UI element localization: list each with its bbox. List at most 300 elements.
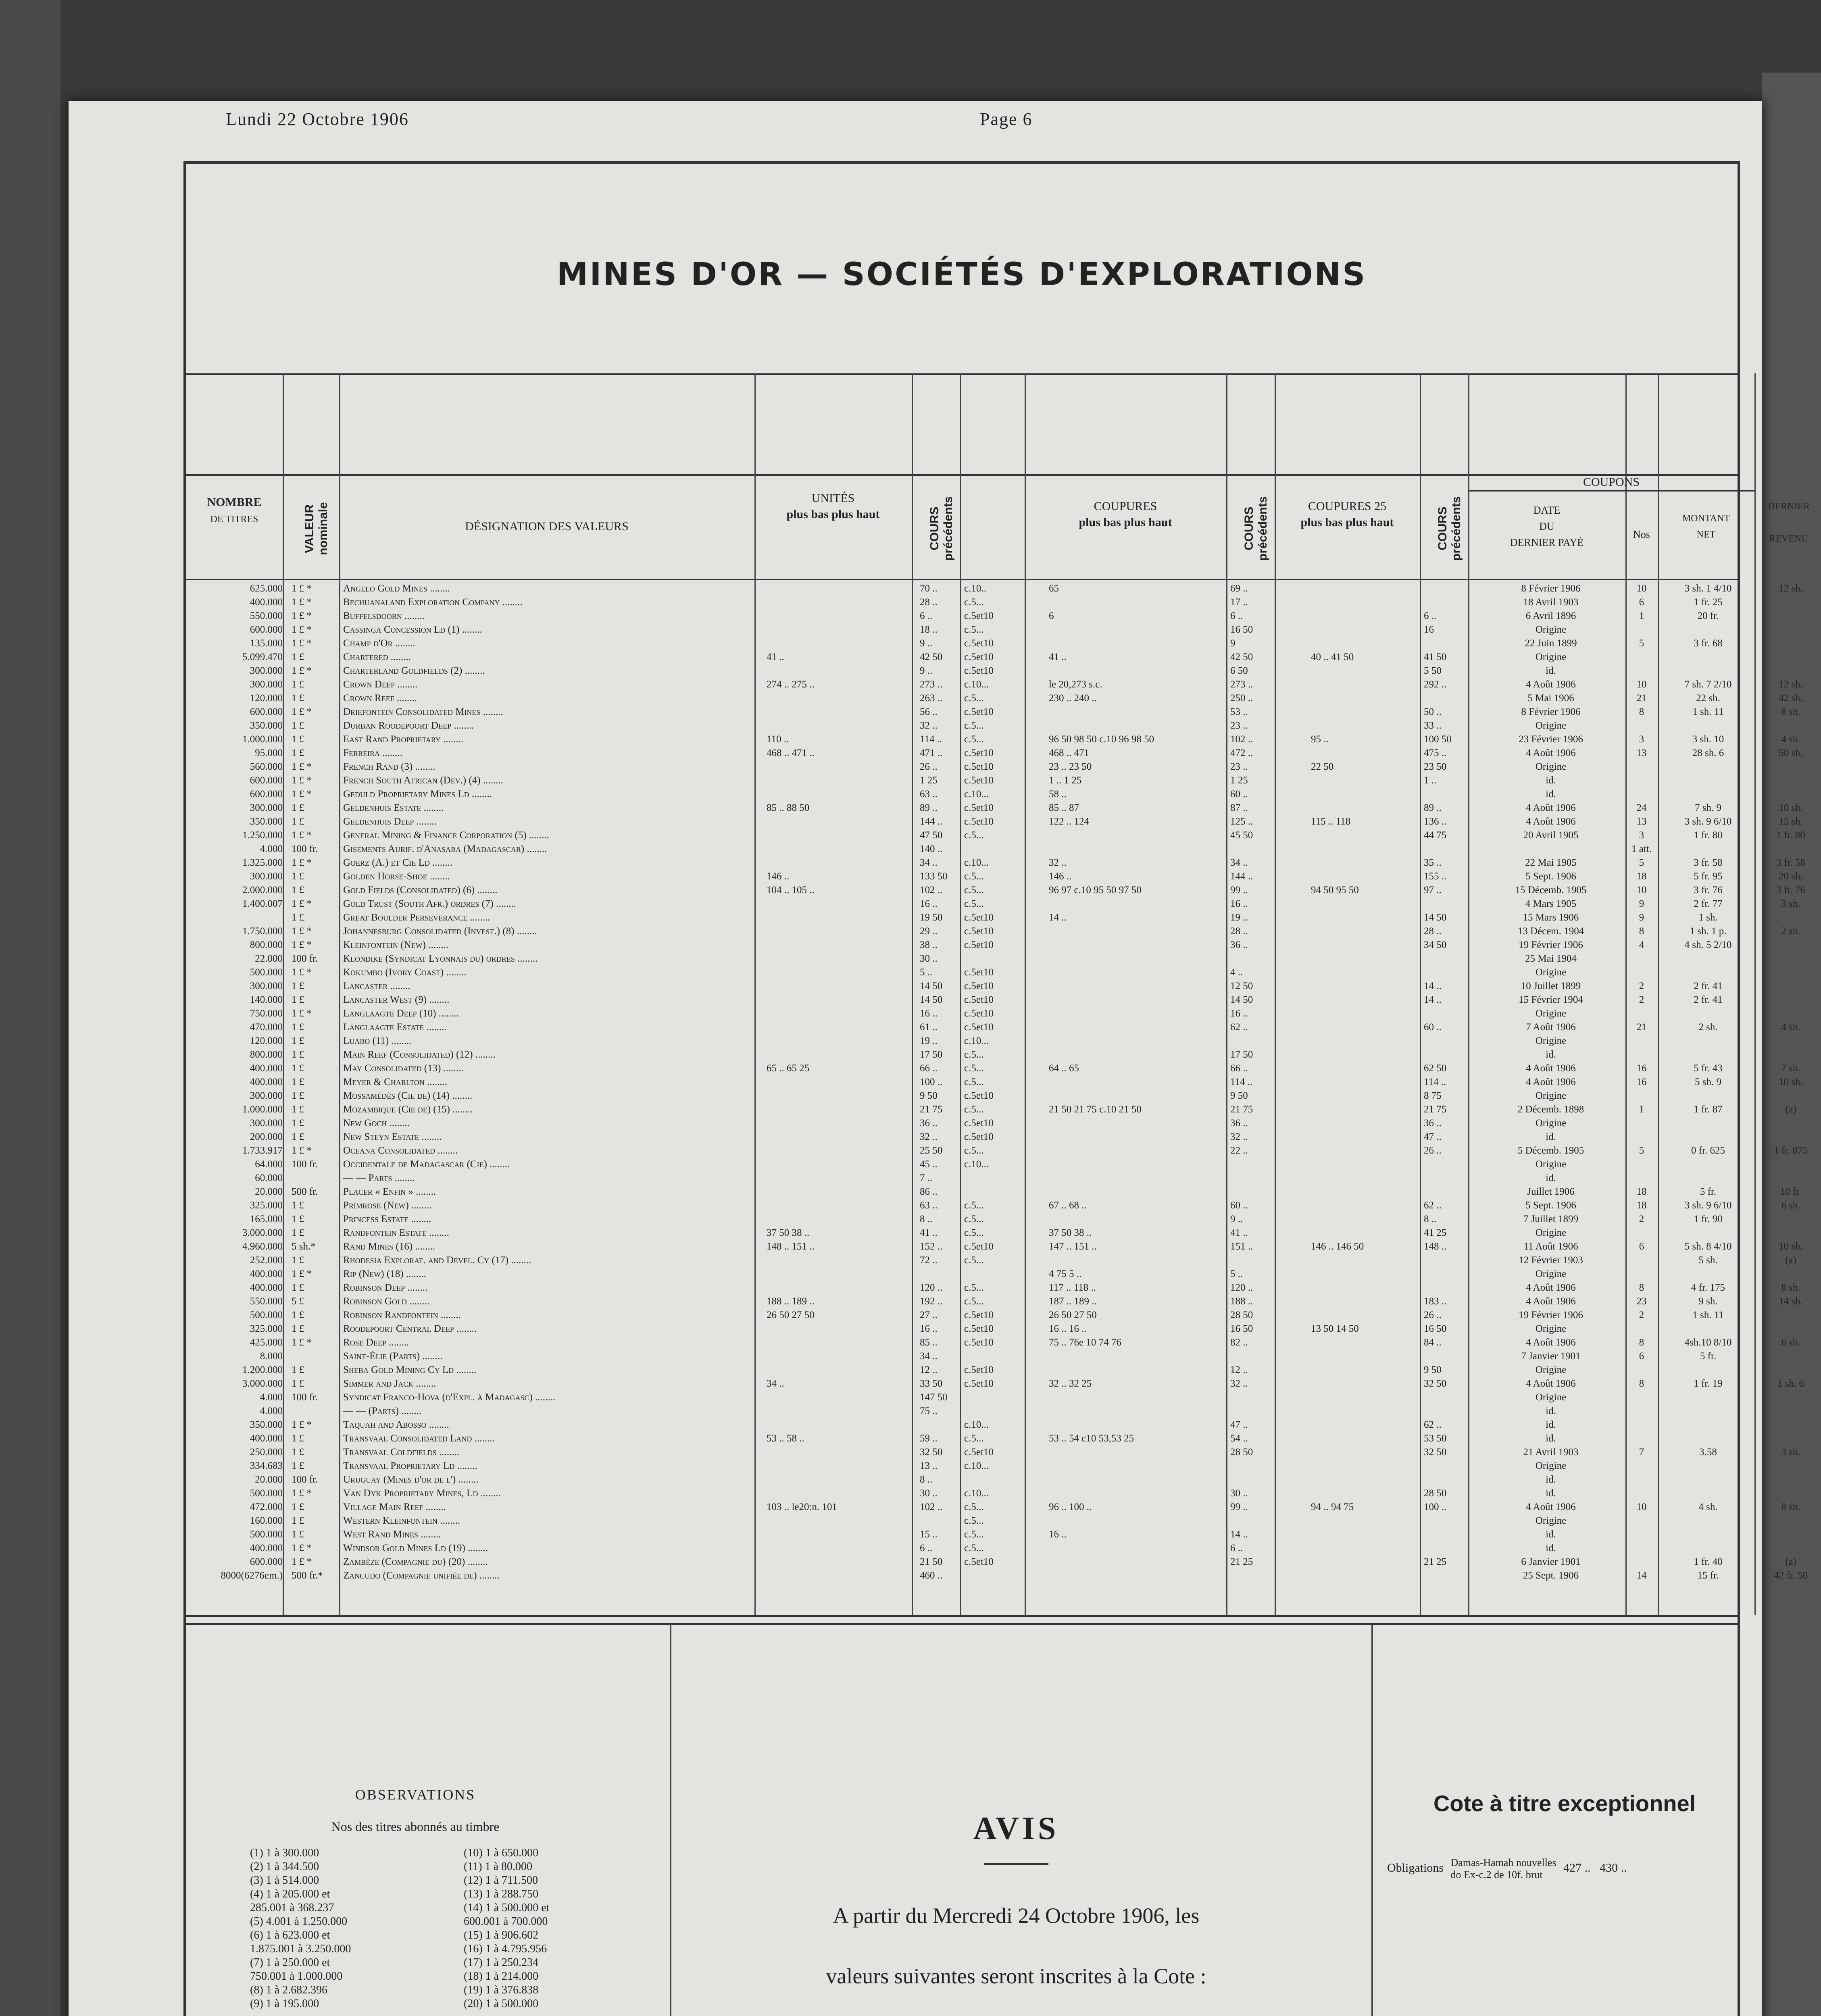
cell-cb: le 20,273 s.c.: [1049, 679, 1102, 690]
cell-no: 14: [1636, 1570, 1647, 1581]
cell-u: 146 ..: [767, 871, 790, 882]
table-row: [186, 1090, 1738, 1103]
cell-cp: 70 ..: [920, 583, 938, 594]
cell-c: c.5...: [964, 1227, 984, 1238]
cell-cp: 16 ..: [920, 1323, 938, 1334]
cell-cb: 187 .. 189 ..: [1049, 1296, 1097, 1307]
cell-c: c.5...: [964, 1063, 984, 1074]
cell-v: 1 £ *: [292, 761, 312, 772]
cell-r: 10 sh.: [1779, 802, 1803, 813]
cell-v: 1 £: [292, 1378, 304, 1389]
avis-notice: [698, 1810, 1335, 2016]
cell-v: 1 £: [292, 1433, 304, 1444]
cell-n: 625.000: [250, 583, 283, 594]
cell-v: 100 fr.: [292, 1159, 318, 1170]
cell-cp: 5 ..: [920, 967, 933, 978]
page-number: Page 6: [980, 109, 1033, 129]
cell-cp: 147 50: [920, 1392, 948, 1403]
cell-d: Syndicat Franco-Hova (d'Expl. à Madagasc) ........: [343, 1392, 556, 1403]
cell-date: 15 Février 1904: [1519, 994, 1583, 1005]
cell-v: 1 £ *: [292, 1488, 312, 1499]
cell-m: 7 sh. 7 2/10: [1684, 679, 1732, 690]
cell-m: 1 fr. 40: [1694, 1556, 1723, 1567]
cell-cp2: 19 ..: [1230, 912, 1248, 923]
table-row: [186, 706, 1800, 719]
cell-cb: 16 ..: [1049, 1529, 1067, 1540]
avis-text-2: valeurs suivantes seront inscrites à la Cote :: [826, 1964, 1206, 1988]
cell-no: 3: [1639, 830, 1644, 841]
cell-c25: 40 .. 41 50: [1311, 652, 1354, 662]
cell-cp: 114 ..: [920, 734, 942, 745]
cell-cp2: 60 ..: [1230, 789, 1248, 800]
cell-v: 1 £: [292, 994, 304, 1005]
cell-n: 400.000: [250, 1433, 283, 1444]
cell-cp: 273 ..: [920, 679, 943, 690]
observation-line: (20) 1 à 500.000: [464, 1997, 539, 2010]
cell-c: c.5...: [964, 1077, 984, 1087]
cell-date: id.: [1546, 1433, 1556, 1444]
cell-date: 4 Août 1906: [1526, 748, 1576, 758]
cell-cp3: 6 ..: [1424, 610, 1437, 621]
cell-n: 300.000: [250, 871, 283, 882]
cell-d: Mozambique (Cie de) (15) ........: [343, 1104, 473, 1115]
cell-r: 4 sh.: [1781, 734, 1800, 745]
table-row: [186, 1049, 1738, 1062]
cell-cb: 32 ..: [1049, 857, 1067, 868]
cell-d: Lancaster ........: [343, 981, 410, 991]
cell-cp: 63 ..: [920, 1200, 938, 1211]
cell-r: 10 sh.: [1779, 1077, 1803, 1087]
cell-cp2: 125 ..: [1230, 816, 1253, 827]
cell-n: 22.000: [255, 953, 283, 964]
cell-v: 1 £: [292, 734, 304, 745]
cell-cb: 468 .. 471: [1049, 748, 1089, 758]
cell-cp: 120 ..: [920, 1282, 943, 1293]
cell-c: c.10...: [964, 789, 989, 800]
cell-cp3: 60 ..: [1424, 1022, 1442, 1033]
cell-c: c.5et10: [964, 939, 994, 950]
cell-n: 600.000: [250, 624, 283, 635]
cell-date: 4 Août 1906: [1526, 802, 1576, 813]
table-row: [186, 1214, 1738, 1226]
cell-d: Charterland Goldfields (2) ........: [343, 665, 485, 676]
cell-v: 100 fr.: [292, 1474, 318, 1485]
table-row: [186, 1131, 1738, 1144]
cell-date: id.: [1546, 1419, 1556, 1430]
cell-cp2: 102 ..: [1230, 734, 1253, 745]
cell-m: 22 sh.: [1696, 693, 1720, 704]
cell-cp3: 155 ..: [1424, 871, 1447, 882]
cell-d: Village Main Reef ........: [343, 1502, 446, 1512]
cell-cp: 34 ..: [920, 857, 938, 868]
running-date: Lundi 22 Octobre 1906: [226, 109, 409, 129]
cell-cp: 460 ..: [920, 1570, 943, 1581]
cell-cb: 53 .. 54 c10 53,53 25: [1049, 1433, 1134, 1444]
cell-c: c.5...: [964, 734, 984, 745]
cell-v: 1 £ *: [292, 1543, 312, 1554]
cell-n: 1.000.000: [242, 734, 283, 745]
cell-cp2: 30 ..: [1230, 1488, 1248, 1499]
cell-r: 1 sh. 6: [1777, 1378, 1804, 1389]
cell-date: id.: [1546, 789, 1556, 800]
cell-no: 9: [1639, 898, 1644, 909]
cell-c: c.5et10: [964, 1337, 994, 1348]
cell-d: Windsor Gold Mines Ld (19) ........: [343, 1543, 488, 1554]
cell-cp2: 12 50: [1230, 981, 1253, 991]
cell-m: 5 fr.: [1700, 1186, 1717, 1197]
cell-d: Gold Trust (South Afr.) ordres (7) ........: [343, 898, 517, 909]
col-valeur: VALEUR nominale: [303, 502, 330, 555]
cell-v: 500 fr.*: [292, 1570, 323, 1581]
cell-cp: 133 50: [920, 871, 948, 882]
cell-cp2: 22 ..: [1230, 1145, 1248, 1156]
table-row: [186, 734, 1800, 746]
cell-n: 400.000: [250, 1282, 283, 1293]
cell-d: French South African (Dev.) (4) ........: [343, 775, 503, 786]
cell-cp2: 273 ..: [1230, 679, 1253, 690]
cell-c: c.5...: [964, 1145, 984, 1156]
cell-cp2: 54 ..: [1230, 1433, 1248, 1444]
cell-c: c.5et10: [964, 706, 994, 717]
cell-cp3: 41 50: [1424, 652, 1447, 662]
cell-c: c.5et10: [964, 1241, 994, 1252]
cell-date: 11 Août 1906: [1523, 1241, 1578, 1252]
cell-d: Rip (New) (18) ........: [343, 1268, 426, 1279]
cell-cp: 9 ..: [920, 638, 933, 649]
table-row: [186, 1159, 1738, 1171]
cell-date: 5 Sept. 1906: [1525, 871, 1576, 882]
cell-n: 4.000: [260, 1406, 283, 1416]
cell-d: Luabo (11) ........: [343, 1035, 412, 1046]
cell-r: 10 sh.: [1779, 1241, 1803, 1252]
observation-line: (5) 4.001 à 1.250.000: [250, 1915, 348, 1928]
cell-no: 21: [1636, 1022, 1647, 1033]
cell-v: 1 £: [292, 1227, 304, 1238]
table-row: [186, 926, 1800, 938]
cote-exceptionnel: [1387, 1790, 1742, 1881]
table-row: [186, 1296, 1803, 1308]
cell-n: 500.000: [250, 1488, 283, 1499]
cell-cp3: 32 50: [1424, 1378, 1447, 1389]
cell-v: 1 £ *: [292, 624, 312, 635]
cell-d: Langlaagte Estate ........: [343, 1022, 447, 1033]
cell-cp: 36 ..: [920, 1118, 938, 1129]
cell-cp: 33 50: [920, 1378, 943, 1389]
observation-line: (3) 1 à 514.000: [250, 1874, 319, 1887]
cell-date: 21 Avril 1903: [1523, 1447, 1579, 1458]
table-row: [186, 1255, 1796, 1267]
page-frame: [183, 161, 1810, 2016]
cell-r: 7 sh.: [1781, 1063, 1800, 1074]
cell-cp: 32 ..: [920, 1131, 938, 1142]
table-row: [186, 1268, 1738, 1281]
col-coupures: COUPURES plus bas plus haut: [1079, 500, 1172, 529]
cell-c: c.5et10: [964, 1310, 994, 1320]
cell-c: c.10...: [964, 1460, 989, 1471]
table-row: [186, 1008, 1738, 1020]
cell-cp3: 475 ..: [1424, 748, 1447, 758]
table-row: [186, 843, 1738, 856]
cell-c25: 94 .. 94 75: [1311, 1502, 1354, 1512]
cell-d: Great Boulder Perseverance ........: [343, 912, 490, 923]
cell-n: 120.000: [250, 693, 283, 704]
table-row: [186, 665, 1738, 678]
cell-r: 8 sh.: [1781, 1502, 1800, 1512]
cell-v: 1 £: [292, 1502, 304, 1512]
cell-n: 1.400.007: [242, 898, 283, 909]
table-row: [186, 1337, 1800, 1350]
cell-v: 1 £: [292, 1049, 304, 1060]
cell-c: c.5et10: [964, 967, 994, 978]
cell-n: 64.000: [255, 1159, 283, 1170]
cell-r: 8 sh.: [1781, 706, 1800, 717]
cell-cb: 146 ..: [1049, 871, 1072, 882]
cell-c: c.10...: [964, 1488, 989, 1499]
table-row: [186, 693, 1803, 705]
cell-cp2: 472 ..: [1230, 748, 1253, 758]
cell-date: 15 Mars 1906: [1523, 912, 1579, 923]
cell-n: 350.000: [250, 1419, 283, 1430]
cell-r: 1 fr. 80: [1776, 830, 1805, 841]
cell-date: id.: [1546, 1406, 1556, 1416]
cell-cp2: 42 50: [1230, 652, 1253, 662]
cell-cp3: 62 ..: [1424, 1419, 1442, 1430]
cell-cp3: 26 ..: [1424, 1310, 1442, 1320]
table-row: [186, 1200, 1800, 1212]
table-row: [186, 583, 1803, 596]
cell-cp: 8 ..: [920, 1214, 933, 1225]
cell-date: id.: [1546, 1529, 1556, 1540]
cell-c25: 146 .. 146 50: [1311, 1241, 1364, 1252]
cell-m: 3 fr. 58: [1694, 857, 1723, 868]
table-row: [186, 748, 1803, 760]
cell-v: 1 £ *: [292, 939, 312, 950]
cell-v: 1 £: [292, 720, 304, 731]
cell-cp2: 6 ..: [1230, 610, 1243, 621]
cell-n: 4.960.000: [242, 1241, 283, 1252]
cell-d: Crown Reef ........: [343, 693, 417, 704]
cell-cp: 19 50: [920, 912, 943, 923]
cell-c: c.5et10: [964, 981, 994, 991]
cell-d: Geduld Proprietary Mines Ld ........: [343, 789, 492, 800]
cell-n: 325.000: [250, 1200, 283, 1211]
cell-n: 300.000: [250, 1118, 283, 1129]
cell-no: 10: [1636, 583, 1647, 594]
cell-m: 4sh.10 8/10: [1684, 1337, 1732, 1348]
cell-m: 1 fr. 87: [1694, 1104, 1723, 1115]
cell-cp: 61 ..: [920, 1022, 938, 1033]
cell-cp: 27 ..: [920, 1310, 938, 1320]
cell-cp3: 36 ..: [1424, 1118, 1442, 1129]
cell-cp: 14 50: [920, 994, 943, 1005]
cell-d: Durban Roodepoort Deep ........: [343, 720, 474, 731]
cell-c25: 22 50: [1311, 761, 1334, 772]
cell-date: 22 Juin 1899: [1525, 638, 1577, 649]
cell-v: 1 £ *: [292, 775, 312, 786]
cell-c: c.5et10: [964, 638, 994, 649]
cell-no: 4: [1639, 939, 1644, 950]
cell-cp2: 99 ..: [1230, 1502, 1248, 1512]
observation-line: 285.001 à 368.237: [250, 1901, 334, 1914]
cell-n: 800.000: [250, 939, 283, 950]
cell-cp3: 33 ..: [1424, 720, 1442, 731]
cell-c: c.5...: [964, 1282, 984, 1293]
observation-line: 1.875.001 à 3.250.000: [250, 1943, 351, 1955]
cell-u: 104 .. 105 ..: [767, 885, 815, 896]
col-cours-2: COURS précédents: [1242, 496, 1269, 561]
table-row: [186, 802, 1803, 815]
cell-m: 5 fr. 95: [1694, 871, 1723, 882]
cell-cp3: 50 ..: [1424, 706, 1442, 717]
cell-date: 5 Sept. 1906: [1525, 1200, 1576, 1211]
cell-date: 7 Août 1906: [1526, 1022, 1576, 1033]
cell-d: Geldenhuis Deep ........: [343, 816, 437, 827]
cell-n: 5.099.470: [242, 652, 283, 662]
cell-d: General Mining & Finance Corporation (5) ........: [343, 830, 549, 841]
cell-c: c.10...: [964, 1035, 989, 1046]
cell-cp2: 41 ..: [1230, 1227, 1248, 1238]
cell-cp2: 16 ..: [1230, 898, 1248, 909]
cell-cp: 47 50: [920, 830, 943, 841]
cell-no: 23: [1636, 1296, 1647, 1307]
cell-date: Origine: [1535, 1515, 1567, 1526]
cell-c: c.5et10: [964, 1556, 994, 1567]
cell-cp2: 188 ..: [1230, 1296, 1253, 1307]
cell-v: 1 £: [292, 1282, 304, 1293]
cell-c: c.5...: [964, 1543, 984, 1554]
cell-v: 1 £ *: [292, 857, 312, 868]
cell-d: Langlaagte Deep (10) ........: [343, 1008, 459, 1019]
cell-m: 5 fr.: [1700, 1351, 1717, 1362]
cell-date: 4 Août 1906: [1526, 1282, 1576, 1293]
cell-n: 4.000: [260, 843, 283, 854]
cell-date: id.: [1546, 1049, 1556, 1060]
cell-cp: 45 ..: [920, 1159, 938, 1170]
cell-r: 3 sh.: [1781, 898, 1800, 909]
cell-d: Taquah and Abosso ........: [343, 1419, 449, 1430]
cell-c: c.5et10: [964, 1378, 994, 1389]
cell-r: (a): [1785, 1255, 1796, 1266]
cell-cp: 16 ..: [920, 1008, 938, 1019]
cell-r: (a): [1785, 1556, 1796, 1567]
cell-c25: 94 50 95 50: [1311, 885, 1359, 896]
cell-r: 2 sh.: [1781, 926, 1800, 937]
cell-d: Saint-Élie (Parts) ........: [343, 1351, 443, 1362]
cell-d: Uruguay (Mines d'or de l') ........: [343, 1474, 479, 1485]
cell-no: 10: [1636, 885, 1647, 896]
cell-m: 1 fr. 80: [1694, 830, 1723, 841]
cell-date: 10 Juillet 1899: [1521, 981, 1581, 991]
cell-c: c.5...: [964, 693, 984, 704]
cell-d: Mossamédès (Cie de) (14) ........: [343, 1090, 473, 1101]
cell-d: Zambèze (Compagnie du) (20) ........: [343, 1556, 488, 1567]
cell-cp2: 36 ..: [1230, 939, 1248, 950]
cell-cp2: 9 50: [1230, 1090, 1248, 1101]
cell-cb: 23 .. 23 50: [1049, 761, 1092, 772]
table-row: [186, 898, 1800, 911]
cell-cp3: 5 50: [1424, 665, 1442, 676]
cell-no: 2: [1639, 1310, 1644, 1320]
cell-date: Origine: [1535, 1159, 1567, 1170]
cell-c: c.5et10: [964, 1022, 994, 1033]
cell-n: 550.000: [250, 1296, 283, 1307]
observation-line: (1) 1 à 300.000: [250, 1847, 319, 1859]
cell-c: c.5et10: [964, 1447, 994, 1458]
cell-m: 28 sh. 6: [1692, 748, 1724, 758]
cell-cp: 21 75: [920, 1104, 943, 1115]
cell-m: 9 sh.: [1698, 1296, 1718, 1307]
cell-date: 4 Août 1906: [1526, 1378, 1576, 1389]
cell-cp3: 32 50: [1424, 1447, 1447, 1458]
cell-cp: 9 ..: [920, 665, 933, 676]
table-row: [186, 652, 1738, 664]
cell-n: 4.000: [260, 1392, 283, 1403]
cell-cp2: 87 ..: [1230, 802, 1248, 813]
table-row: [186, 1447, 1800, 1459]
cell-cp3: 26 ..: [1424, 1145, 1442, 1156]
cell-n: 400.000: [250, 1268, 283, 1279]
cell-cp: 66 ..: [920, 1063, 938, 1074]
cell-c: c.10..: [964, 583, 986, 594]
cell-no: 6: [1639, 597, 1644, 608]
adjacent-page-edge: [1762, 73, 1821, 2016]
cell-v: 500 fr.: [292, 1186, 318, 1197]
cell-cp2: 16 50: [1230, 624, 1253, 635]
cell-date: Origine: [1535, 761, 1567, 772]
cell-n: 1.200.000: [242, 1364, 283, 1375]
table-row: [186, 1502, 1800, 1514]
table-row: [186, 1145, 1808, 1158]
cell-cp3: 292 ..: [1424, 679, 1447, 690]
cell-m: 2 fr. 41: [1694, 981, 1723, 991]
cell-d: Ferreira ........: [343, 748, 403, 758]
cell-cp2: 9 ..: [1230, 1214, 1243, 1225]
observation-line: (8) 1 à 2.682.396: [250, 1984, 328, 1996]
cell-no: 6: [1639, 1351, 1644, 1362]
cell-cb: 117 .. 118 ..: [1049, 1282, 1096, 1293]
cell-cb: 26 50 27 50: [1049, 1310, 1097, 1320]
cell-cp: 17 50: [920, 1049, 943, 1060]
cell-cb: 4 75 5 ..: [1049, 1268, 1082, 1279]
cell-date: 8 Février 1906: [1521, 706, 1581, 717]
cell-c: c.5et10: [964, 926, 994, 937]
cell-n: 400.000: [250, 1077, 283, 1087]
cell-v: 1 £: [292, 1447, 304, 1458]
cell-r: 50 sh.: [1779, 748, 1803, 758]
cell-v: 1 £ *: [292, 610, 312, 621]
cell-cp: 192 ..: [920, 1296, 943, 1307]
cell-date: Origine: [1535, 1008, 1567, 1019]
cell-cp: 38 ..: [920, 939, 938, 950]
cell-d: Crown Deep ........: [343, 679, 418, 690]
table-row: [186, 857, 1805, 870]
cell-u: 468 .. 471 ..: [767, 748, 815, 758]
table-row: [186, 1022, 1800, 1034]
cell-d: Simmer and Jack ........: [343, 1378, 436, 1389]
avis-title: AVIS: [973, 1811, 1059, 1846]
cell-cp2: 120 ..: [1230, 1282, 1253, 1293]
cell-d: Lancaster West (9) ........: [343, 994, 450, 1005]
cell-cp2: 4 ..: [1230, 967, 1243, 978]
cell-date: id.: [1546, 1131, 1556, 1142]
cell-cb: 96 97 c.10 95 50 97 50: [1049, 885, 1142, 896]
cell-r: 42 sh.: [1779, 693, 1803, 704]
cell-d: Johannesburg Consolidated (Invest.) (8) ........: [343, 926, 537, 937]
cell-cp3: 100 50: [1424, 734, 1452, 745]
cell-no: 1: [1639, 610, 1644, 621]
table-row: [186, 597, 1738, 609]
cell-cp: 6 ..: [920, 610, 933, 621]
